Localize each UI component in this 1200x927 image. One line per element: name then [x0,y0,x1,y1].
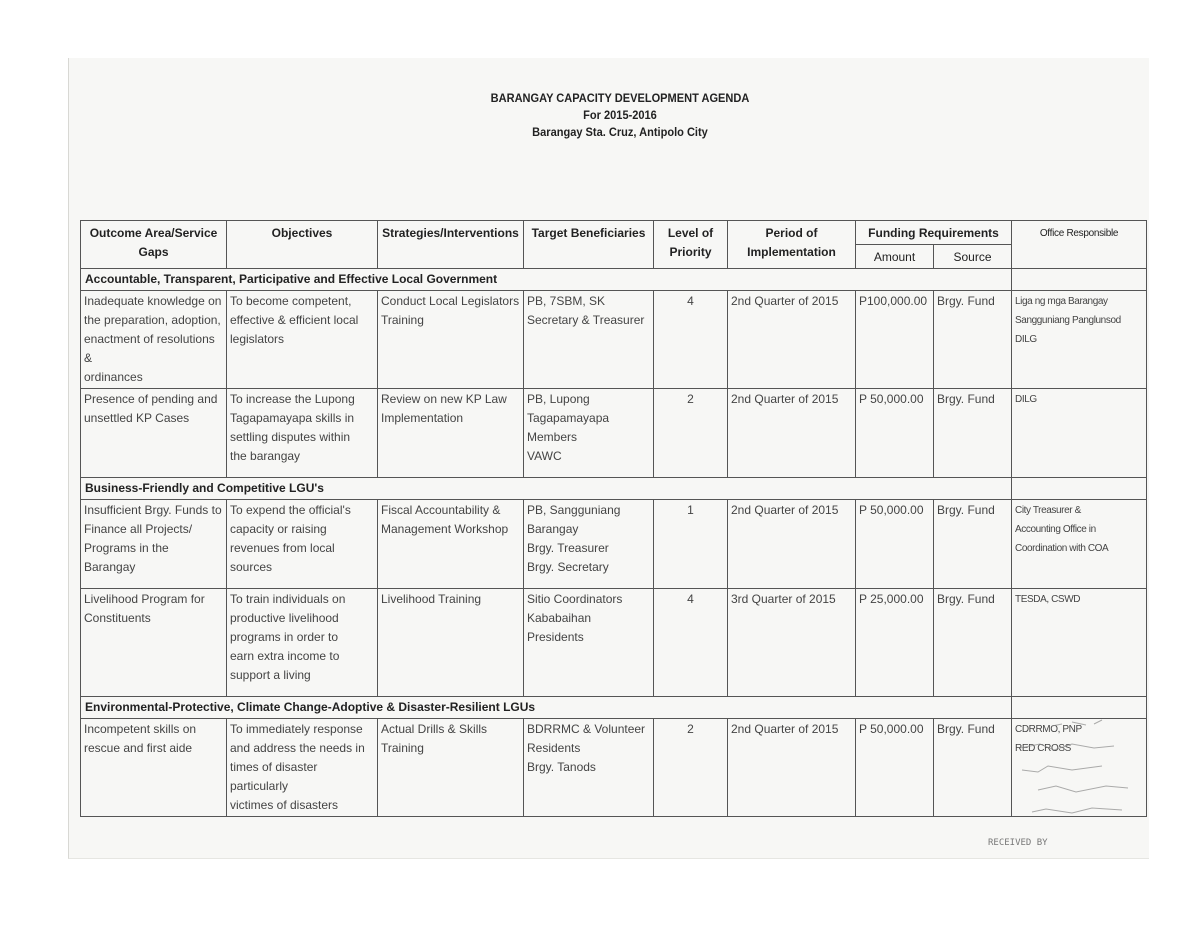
cell-line: BDRRMC & Volunteer [527,722,646,736]
document-location: Barangay Sta. Cruz, Antipolo City [532,125,708,139]
strategies-cell [378,389,524,478]
amount-cell: P 25,000.00 [856,589,934,697]
cell-line: Training [381,741,424,755]
cell-line: programs in order to [230,630,339,644]
outcome-cell [81,291,227,389]
cell-line: Implementation [381,411,464,425]
table-row [81,291,1147,389]
cell-line: and address the needs in [230,741,365,755]
cell-line: Sitio Coordinators [527,592,623,606]
cell-line: Livelihood Program for [84,592,205,606]
outcome-cell [81,500,227,589]
cell-line: support a living [230,668,311,682]
cell-line: To train individuals on [230,592,346,606]
cell-line: unsettled KP Cases [84,411,190,425]
cell-line: effective & efficient local [230,313,359,327]
section-title: Business-Friendly and Competitive LGU's [81,478,1012,500]
section-row [81,478,1147,500]
cell-line: To expend the official's [230,503,351,517]
section-title: Environmental-Protective, Climate Change-Adoptive & Disaster-Resilient LGUs [81,697,1012,719]
cell-line: RED CROSS [1015,743,1071,754]
cell-line: Review on new KP Law [381,392,507,406]
cell-line: Inadequate knowledge on [84,294,222,308]
period-cell: 2nd Quarter of 2015 [728,500,856,589]
header-period: Period of Implementation [728,221,856,269]
cell-line: VAWC [527,449,562,463]
strategies-cell [378,500,524,589]
section-row [81,697,1147,719]
priority-cell: 4 [654,589,728,697]
cell-line: Programs in the Barangay [84,541,169,574]
cell-line: sources [230,560,273,574]
cell-line: Presence of pending and [84,392,218,406]
table-row [81,589,1147,697]
cell-line: Tagapamayapa [527,411,610,425]
beneficiaries-cell [524,500,654,589]
cell-line: Conduct Local Legislators [381,294,520,308]
strategies-cell [378,291,524,389]
header-priority: Level of Priority [654,221,728,269]
cell-line: productive livelihood [230,611,339,625]
cell-line: victimes of disasters [230,798,339,812]
priority-cell: 1 [654,500,728,589]
source-cell: Brgy. Fund [934,291,1012,389]
cell-line: To immediately response [230,722,363,736]
section-office-blank [1012,478,1147,500]
office-cell [1012,291,1147,389]
header-funding: Funding Requirements [856,221,1012,245]
document-subtitle: For 2015-2016 [583,108,657,122]
header-beneficiaries: Target Beneficiaries [524,221,654,269]
cell-line: Kababaihan Presidents [527,611,592,644]
header-outcome: Outcome Area/Service Gaps [81,221,227,269]
agenda-table [80,220,1147,817]
cell-line: capacity or raising [230,522,327,536]
cell-line: To become competent, [230,294,352,308]
header-strategies: Strategies/Interventions [378,221,524,269]
cell-line: Finance all Projects/ [84,522,193,536]
objectives-cell [227,589,378,697]
cell-line: revenues from local [230,541,335,555]
strategies-cell [378,589,524,697]
outcome-cell [81,589,227,697]
source-cell: Brgy. Fund [934,589,1012,697]
amount-cell: P 50,000.00 [856,719,934,817]
amount-cell: P 50,000.00 [856,500,934,589]
cell-line: Barangay [527,522,579,536]
cell-line: Residents [527,741,581,755]
cell-line: Insufficient Brgy. Funds to [84,503,222,517]
period-cell: 2nd Quarter of 2015 [728,389,856,478]
objectives-cell [227,291,378,389]
cell-line: settling disputes within [230,430,351,444]
priority-cell: 4 [654,291,728,389]
section-title: Accountable, Transparent, Participative and Effective Local Government [81,269,1012,291]
cell-line: City Treasurer & [1015,505,1081,516]
cell-line: Fiscal Accountability & [381,503,501,517]
period-cell: 2nd Quarter of 2015 [728,719,856,817]
amount-cell: P100,000.00 [856,291,934,389]
cell-line: Liga ng mga Barangay [1015,296,1108,307]
strategies-cell [378,719,524,817]
cell-line: Training [381,313,424,327]
cell-line: Tagapamayapa skills in [230,411,355,425]
cell-line: legislators [230,332,285,346]
beneficiaries-cell [524,589,654,697]
cell-line: the preparation, adoption, [84,313,221,327]
cell-line: rescue and first aide [84,741,193,755]
outcome-cell [81,389,227,478]
cell-line: the barangay [230,449,301,463]
priority-cell: 2 [654,389,728,478]
beneficiaries-cell [524,719,654,817]
cell-line: DILG [1015,394,1037,405]
cell-line: Members [527,430,578,444]
header-office: Office Responsible [1012,221,1147,269]
cell-line: Incompetent skills on [84,722,197,736]
header-row-1 [81,221,1147,245]
cell-line: TESDA, CSWD [1015,594,1081,605]
cell-line: ordinances [84,370,143,384]
office-cell [1012,719,1147,817]
cell-line: PB, Sangguniang [527,503,621,517]
cell-line: CDRRMO, PNP [1015,724,1082,735]
cell-line: Secretary & Treasurer [527,313,645,327]
period-cell: 3rd Quarter of 2015 [728,589,856,697]
cell-line: Brgy. Tanods [527,760,596,774]
cell-line: Livelihood Training [381,592,482,606]
priority-cell: 2 [654,719,728,817]
source-cell: Brgy. Fund [934,719,1012,817]
amount-cell: P 50,000.00 [856,389,934,478]
table-row [81,719,1147,817]
table-row [81,500,1147,589]
period-cell: 2nd Quarter of 2015 [728,291,856,389]
agenda-table-wrapper [80,220,1146,817]
cell-line: DILG [1015,334,1037,345]
document-title: BARANGAY CAPACITY DEVELOPMENT AGENDA [490,91,750,105]
cell-line: To increase the Lupong [230,392,355,406]
cell-line: PB, 7SBM, SK [527,294,606,308]
header-source: Source [934,245,1012,269]
cell-line: Sangguniang Panglunsod [1015,315,1121,326]
cell-line: PB, Lupong [527,392,590,406]
objectives-cell [227,500,378,589]
objectives-cell [227,389,378,478]
office-cell [1012,389,1147,478]
cell-line: Actual Drills & Skills [381,722,488,736]
section-row [81,269,1147,291]
cell-line: Coordination with COA [1015,543,1109,554]
cell-line: times of disaster particularly [230,760,318,793]
table-row [81,389,1147,478]
cell-line: Accounting Office in [1015,524,1096,535]
outcome-cell [81,719,227,817]
agenda-table-body [81,269,1147,817]
beneficiaries-cell [524,291,654,389]
cell-line: earn extra income to [230,649,340,663]
cell-line: Brgy. Treasurer [527,541,609,555]
stamp-label: RECEIVED BY [988,838,1048,848]
cell-line: enactment of resolutions & [84,332,215,365]
section-office-blank [1012,697,1147,719]
cell-line: Constituents [84,611,151,625]
beneficiaries-cell [524,389,654,478]
objectives-cell [227,719,378,817]
source-cell: Brgy. Fund [934,389,1012,478]
header-objectives: Objectives [227,221,378,269]
header-amount: Amount [856,245,934,269]
cell-line: Management Workshop [381,522,509,536]
cell-line: Brgy. Secretary [527,560,609,574]
office-cell [1012,589,1147,697]
office-cell [1012,500,1147,589]
source-cell: Brgy. Fund [934,500,1012,589]
section-office-blank [1012,269,1147,291]
